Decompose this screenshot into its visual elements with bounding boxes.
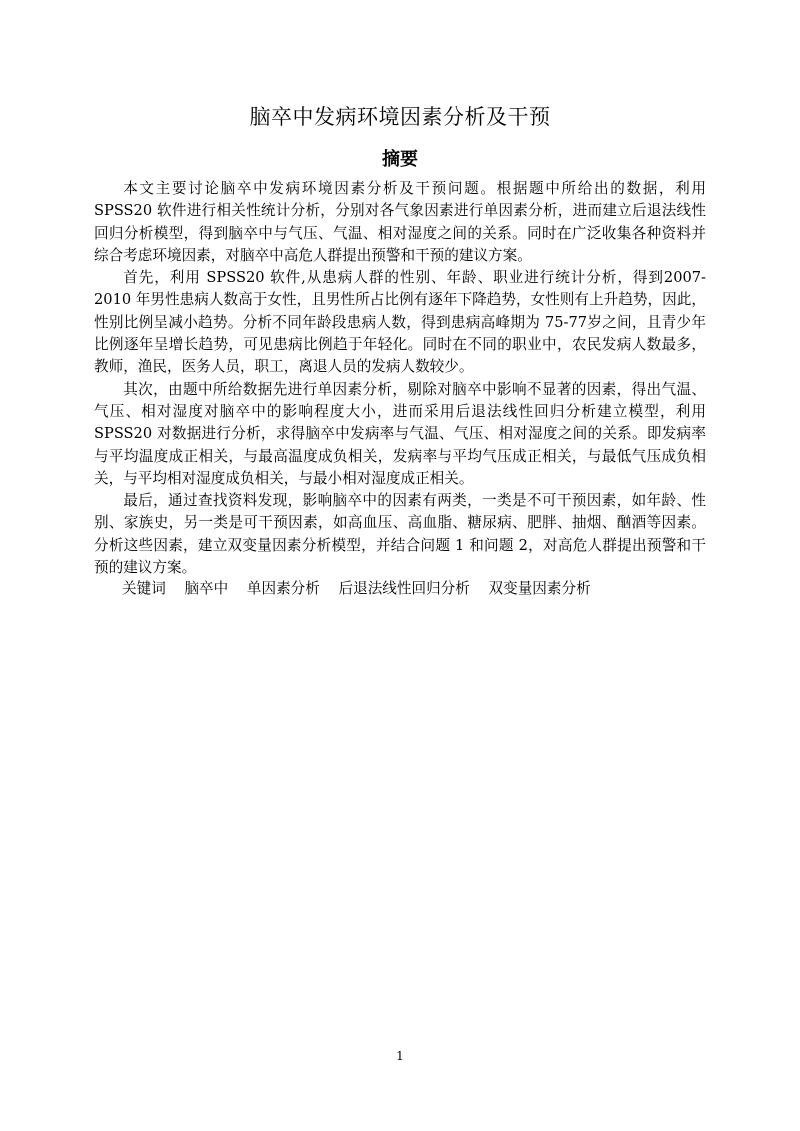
keyword-item: 后退法线性回归分析 [338,580,470,597]
paper-title: 脑卒中发病环境因素分析及干预 [249,105,551,129]
abstract-body [94,178,706,579]
keywords-line [122,578,722,600]
abstract-paragraph: 首先，利用 SPSS20 软件,从患病人群的性别、年龄、职业进行统计分析，得到2007-2010 年男性患病人数高于女性，且男性所占比例有逐年下降趋势，女性则有上升趋势，因此，性别比例呈减小趋势。分析不同年龄段患病人数，得到患病高峰期为 75-77岁之间，且青少年比例逐年呈增长趋势，可见患病比例趋于年轻化。同时在不同的职业中，农民发病人数最多，教师，渔民，医务人员，职工，离退人员的发病人数较少。 [94,269,706,376]
abstract-paragraph: 最后，通过查找资料发现，影响脑卒中的因素有两类，一类是不可干预因素，如年龄、性别、家族史，另一类是可干预因素，如高血压、高血脂、糖尿病、肥胖、抽烟、酗酒等因素。分析这些因素，建立双变量因素分析模型，并结合问题 1 和问题 2，对高危人群提出预警和干预的建议方案。 [94,492,706,577]
page-number: 1 [396,1049,404,1063]
abstract-heading: 摘要 [382,149,418,170]
keywords-label: 关键词 [122,580,166,597]
abstract-paragraph: 其次，由题中所给数据先进行单因素分析，剔除对脑卒中影响不显著的因素，得出气温、气压、相对湿度对脑卒中的影响程度大小，进而采用后退法线性回归分析建立模型，利用 SPSS20 对数据进行分析，求得脑卒中发病率与气温、气压、相对湿度之间的关系。即发病率与平均温度成正相关，与最高温度成负相关，发病率与平均气压成正相关，与最低气压成负相关，与平均相对湿度成负相关，与最小相对湿度成正相关。 [94,380,706,487]
keyword-item: 脑卒中 [184,580,229,597]
keyword-item: 双变量因素分析 [488,580,591,597]
keyword-item: 单因素分析 [246,580,320,597]
abstract-paragraph: 本文主要讨论脑卒中发病环境因素分析及干预问题。根据题中所给出的数据，利用SPSS20 软件进行相关性统计分析，分别对各气象因素进行单因素分析，进而建立后退法线性回归分析模型，得到脑卒中与气压、气温、相对湿度之间的关系。同时在广泛收集各种资料并综合考虑环境因素，对脑卒中高危人群提出预警和干预的建议方案。 [94,180,706,264]
